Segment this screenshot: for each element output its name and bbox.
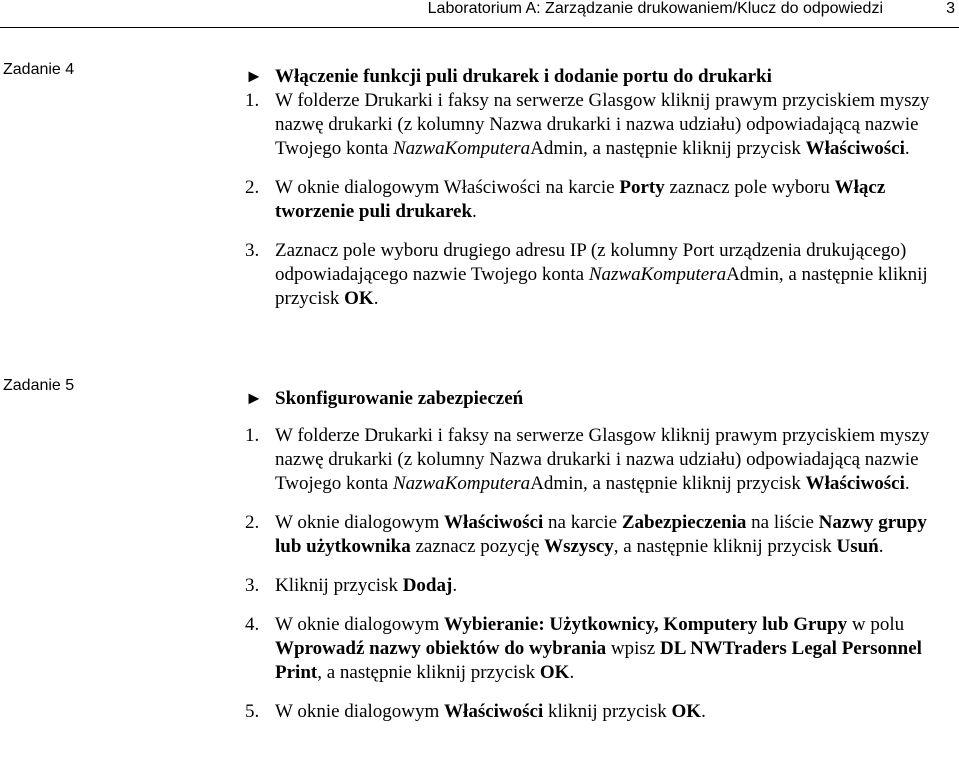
step-text: [275, 424, 949, 496]
step-text-bold: OK: [671, 701, 702, 722]
step-text-part: Admin, a następnie kliknij przycisk: [275, 264, 928, 309]
step-number: 3.: [245, 575, 260, 596]
task-5-heading: [245, 386, 949, 411]
step-text-part: , a następnie kliknij przycisk: [317, 662, 540, 683]
task-5-label: Zadanie 5: [3, 377, 75, 394]
task-4-heading-text: Włączenie funkcji puli drukarek i dodanie portu do drukarki: [275, 66, 772, 87]
step-text-italic: NazwaKomputera: [588, 264, 727, 285]
task-4-step-2: [245, 176, 949, 224]
task-5-section: [245, 386, 949, 724]
step-number: 2.: [245, 512, 260, 533]
step-text-part: W oknie dialogowym: [275, 701, 445, 722]
step-text-bold: Wszyscy: [544, 536, 614, 557]
step-text-part: kliknij przycisk: [543, 701, 672, 722]
step-text-bold: Nazwy grupy lub użytkownika: [275, 512, 927, 557]
task-4-section: [245, 64, 949, 311]
step-text: [275, 511, 949, 559]
step-text-part: .: [569, 662, 575, 683]
step-text-part: W folderze Drukarki i faksy na serwerze Glasgow kliknij prawym przyciskiem myszy nazwę drukarki (z kolumny Nazwa drukarki i nazwa udziału) odpowiadającą nazwie Twojego konta: [275, 90, 930, 159]
task-5-step-3: [245, 574, 949, 598]
page-number: 3: [946, 0, 955, 17]
step-number: 3.: [245, 240, 260, 261]
step-number: 1.: [245, 90, 260, 111]
step-text-part: Admin, a następnie kliknij przycisk: [530, 473, 806, 494]
step-text-part: W oknie dialogowym Właściwości na karcie: [275, 177, 620, 198]
step-text-bold: OK: [539, 662, 570, 683]
step-text: [275, 89, 949, 161]
step-text-bold: Właściwości: [444, 701, 544, 722]
step-text-part: .: [701, 701, 706, 722]
step-text-italic: NazwaKomputera: [392, 473, 531, 494]
step-text-part: W oknie dialogowym: [275, 614, 445, 635]
step-number: 1.: [245, 425, 260, 446]
step-text-part: W folderze Drukarki i faksy na serwerze Glasgow kliknij prawym przyciskiem myszy nazwę drukarki (z kolumny Nazwa drukarki i nazwa udziału) odpowiadającą nazwie Twojego konta: [275, 425, 930, 494]
step-text-part: zaznacz pozycję: [410, 536, 545, 557]
step-text-part: W oknie dialogowym: [275, 512, 445, 533]
header-title: Laboratorium A: Zarządzanie drukowaniem/Klucz do odpowiedzi: [427, 0, 883, 17]
step-text-part: .: [878, 536, 884, 557]
step-text-part: w polu: [847, 614, 905, 635]
step-text-part: wpisz: [606, 638, 660, 659]
step-text: [275, 700, 949, 724]
step-text-part: .: [472, 201, 477, 222]
step-text-part: zaznacz pole wyboru: [664, 177, 835, 198]
step-text-bold: Właściwości: [805, 138, 905, 159]
step-text-bold: Usuń: [836, 536, 879, 557]
task-5-step-5: [245, 700, 949, 724]
step-text-bold: Wybieranie: Użytkownicy, Komputery lub Grupy: [444, 614, 848, 635]
task-5-heading-text: Skonfigurowanie zabezpieczeń: [275, 388, 524, 409]
step-text-bold: Wprowadź nazwy obiektów do wybrania: [275, 638, 607, 659]
step-text-part: .: [373, 288, 379, 309]
step-text: [275, 176, 949, 224]
step-text-bold: DL NWTraders Legal Personnel Print: [275, 638, 922, 683]
step-text-italic: NazwaKomputera: [392, 138, 531, 159]
step-number: 2.: [245, 177, 260, 198]
task-5-step-1: [245, 424, 949, 496]
page-header: [0, 0, 959, 22]
step-text: [275, 574, 949, 598]
task-4-step-3: [245, 239, 949, 311]
task-4-label: Zadanie 4: [3, 61, 75, 78]
step-text-bold: Porty: [619, 177, 665, 198]
step-text-part: Kliknij przycisk: [275, 575, 403, 596]
task-5-step-4: [245, 613, 949, 685]
step-text-bold: Dodaj: [402, 575, 453, 596]
header-rule: [0, 27, 959, 28]
step-text-part: Admin, a następnie kliknij przycisk: [530, 138, 806, 159]
arrow-right-icon: ►: [245, 66, 263, 86]
step-text-part: na liście: [746, 512, 819, 533]
step-number: 5.: [245, 701, 260, 722]
step-text-part: .: [904, 473, 910, 494]
task-4-heading: [245, 64, 949, 89]
step-text-part: , a następnie kliknij przycisk: [613, 536, 837, 557]
step-number: 4.: [245, 614, 260, 635]
step-text-bold: Właściwości: [805, 473, 905, 494]
task-4-step-1: [245, 89, 949, 161]
step-text-bold: Właściwości: [444, 512, 544, 533]
step-text: [275, 613, 949, 685]
step-text-bold: Zabezpieczenia: [621, 512, 747, 533]
step-text-part: na karcie: [543, 512, 622, 533]
task-5-step-2: [245, 511, 949, 559]
step-text-bold: OK: [344, 288, 374, 309]
step-text-part: .: [452, 575, 458, 596]
step-text-bold: Włącz tworzenie puli drukarek: [275, 177, 886, 222]
step-text-part: .: [904, 138, 910, 159]
step-text-part: Zaznacz pole wyboru drugiego adresu IP (z kolumny Port urządzenia drukującego) odpowiadającego nazwie Twojego konta: [275, 240, 907, 285]
arrow-right-icon: ►: [245, 388, 263, 408]
step-text: [275, 239, 949, 311]
